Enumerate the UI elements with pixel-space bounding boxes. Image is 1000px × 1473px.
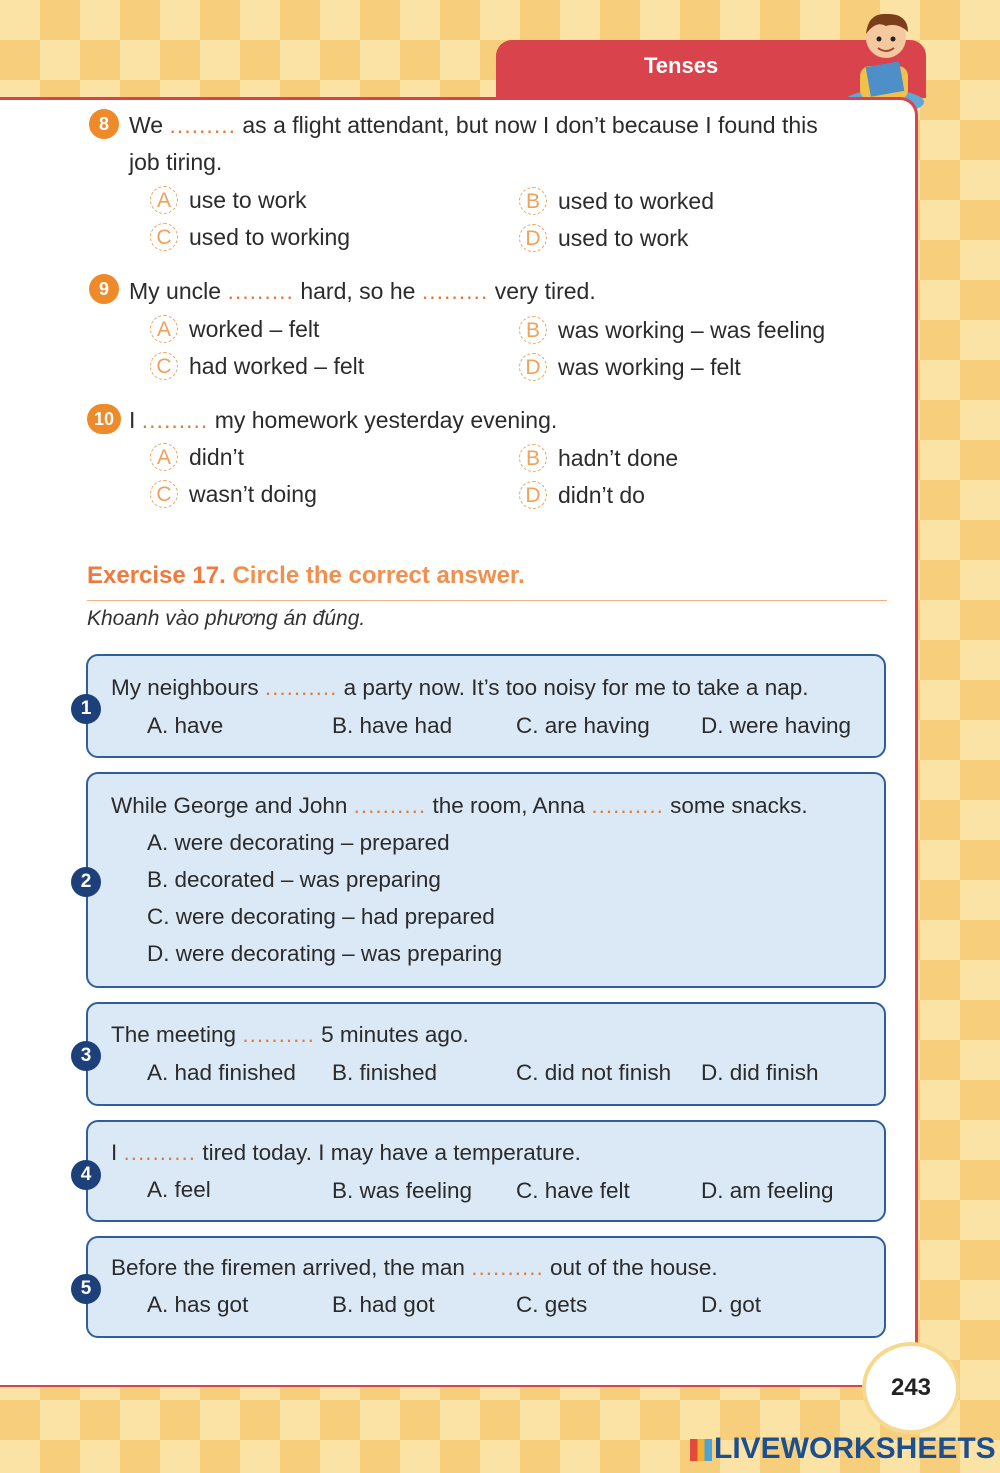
exercise-title: Exercise 17. Circle the correct answer.	[87, 562, 525, 589]
question-8-text: We ......... as a flight attendant, but now I don’t because I found this	[129, 112, 818, 138]
question-8-text-cont: job tiring.	[129, 149, 223, 175]
question-number-2: 2	[71, 867, 101, 897]
option-1a[interactable]: A. have	[147, 713, 224, 738]
blank[interactable]: .........	[421, 278, 489, 304]
option-5d[interactable]: D. got	[701, 1292, 762, 1317]
option-8c[interactable]: C used to working	[150, 223, 350, 251]
blank[interactable]: .........	[169, 112, 236, 138]
blank[interactable]: ..........	[264, 675, 338, 700]
option-3d[interactable]: D. did finish	[701, 1060, 819, 1085]
question-5-text: Before the firemen arrived, the man .......... out of the house.	[111, 1255, 718, 1280]
blank[interactable]: .........	[141, 407, 209, 433]
option-8d[interactable]: D used to work	[519, 224, 688, 252]
logo-icon	[690, 1439, 712, 1461]
question-9-text: My uncle ......... hard, so he ......... very tired.	[129, 278, 596, 304]
page-number: 243	[890, 1374, 932, 1401]
question-box-5	[86, 1236, 886, 1338]
question-number-9: 9	[89, 274, 119, 304]
question-box-3	[86, 1002, 886, 1106]
option-4b[interactable]: B. was feeling	[332, 1178, 473, 1203]
question-number-8: 8	[89, 109, 119, 139]
option-5c[interactable]: C. gets	[516, 1292, 588, 1317]
blank[interactable]: ..........	[591, 793, 664, 818]
liveworksheets-logo[interactable]: LIVEWORKSHEETS	[690, 1432, 996, 1466]
option-10b[interactable]: B hadn’t done	[519, 444, 678, 472]
option-1c[interactable]: C. are having	[516, 713, 650, 738]
question-box-4	[86, 1120, 886, 1222]
option-8b[interactable]: B used to worked	[519, 187, 714, 215]
question-1-text: My neighbours .......... a party now. It’s too noisy for me to take a nap.	[111, 675, 809, 700]
option-10d[interactable]: D didn’t do	[519, 481, 645, 509]
question-number-10: 10	[87, 404, 121, 434]
question-box-1	[86, 654, 886, 758]
option-9a[interactable]: A worked – felt	[150, 315, 319, 343]
option-3a[interactable]: A. had finished	[147, 1060, 296, 1085]
option-1d[interactable]: D. were having	[701, 713, 852, 738]
blank[interactable]: ..........	[353, 793, 427, 818]
option-9b[interactable]: B was working – was feeling	[519, 316, 825, 344]
option-2c[interactable]: C. were decorating – had prepared	[147, 904, 495, 929]
option-5a[interactable]: A. has got	[147, 1292, 249, 1317]
question-number-4: 4	[71, 1160, 101, 1190]
exercise-translation: Khoanh vào phương án đúng.	[87, 607, 366, 630]
question-2-text: While George and John .......... the room, Anna .......... some snacks.	[111, 793, 808, 818]
option-2d[interactable]: D. were decorating – was preparing	[147, 941, 503, 966]
option-9d[interactable]: D was working – felt	[519, 353, 741, 381]
blank[interactable]: ..........	[242, 1022, 315, 1047]
option-4a[interactable]: A. feel	[147, 1177, 211, 1202]
option-3b[interactable]: B. finished	[332, 1060, 438, 1085]
question-number-5: 5	[71, 1274, 101, 1304]
blank[interactable]: ..........	[471, 1255, 544, 1280]
question-3-text: The meeting .......... 5 minutes ago.	[111, 1022, 469, 1047]
option-2a[interactable]: A. were decorating – prepared	[147, 830, 450, 855]
page-number-badge	[866, 1346, 956, 1430]
question-number-1: 1	[71, 694, 101, 724]
option-2b[interactable]: B. decorated – was preparing	[147, 867, 441, 892]
question-10-text: I ......... my homework yesterday evening.	[129, 407, 558, 433]
bottom-divider	[0, 1385, 870, 1387]
header-title: Tenses	[644, 53, 719, 78]
option-10c[interactable]: C wasn’t doing	[150, 480, 317, 508]
option-8a[interactable]: A use to work	[150, 186, 307, 214]
option-3c[interactable]: C. did not finish	[516, 1060, 672, 1085]
question-number-3: 3	[71, 1041, 101, 1071]
option-9c[interactable]: C had worked – felt	[150, 352, 364, 380]
exercise-divider	[87, 600, 887, 601]
option-4c[interactable]: C. have felt	[516, 1178, 630, 1203]
blank[interactable]: ..........	[123, 1140, 197, 1165]
option-10a[interactable]: A didn’t	[150, 443, 244, 471]
blank[interactable]: .........	[227, 278, 294, 304]
option-4d[interactable]: D. am feeling	[701, 1178, 834, 1203]
option-1b[interactable]: B. have had	[332, 713, 453, 738]
question-4-text: I .......... tired today. I may have a temperature.	[111, 1140, 581, 1165]
option-5b[interactable]: B. had got	[332, 1292, 435, 1317]
